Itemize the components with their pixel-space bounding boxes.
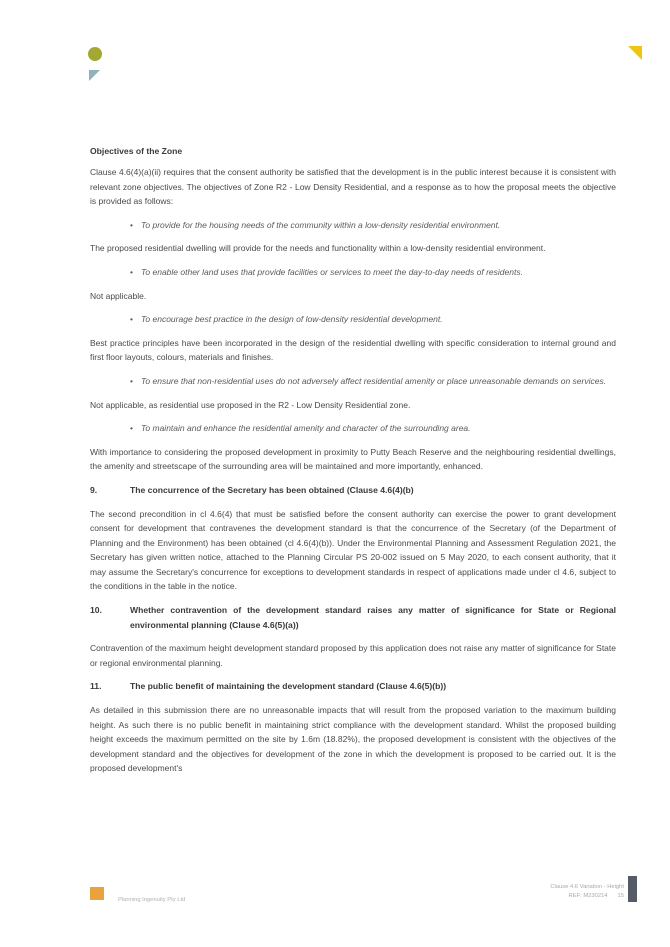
objective-bullet-1: • To provide for the housing needs of the community within a low-density residential environment. <box>90 218 616 233</box>
decorative-triangle <box>89 70 100 81</box>
bullet-marker: • <box>130 314 133 325</box>
objective-bullet-4: • To ensure that non-residential uses do not adversely affect residential amenity or place unreasonable demands on services. <box>90 374 616 389</box>
objective-bullet-5: • To maintain and enhance the residential amenity and character of the surrounding area. <box>90 421 616 436</box>
footer-ref: REF: M230214 <box>568 893 608 899</box>
objective-bullet-3: • To encourage best practice in the design of low-density residential development. <box>90 312 616 327</box>
page-number: 15 <box>617 893 624 899</box>
section-9-heading <box>90 483 616 498</box>
section-number: 10. <box>90 605 102 616</box>
footer-document-info <box>550 883 624 901</box>
footer-side-bar <box>628 876 637 902</box>
bullet-marker: • <box>130 266 133 277</box>
section-number: 9. <box>90 484 98 495</box>
section-title: The concurrence of the Secretary has been obtained (Clause 4.6(4)(b) <box>130 484 414 495</box>
section-9-body: The second precondition in cl 4.6(4) that must be satisfied before the consent authority can exercise the power to grant development consent for development that contravenes the development standard is that the concurrence of the Secretary (of the Department of Planning and the Environment) has been obtained (cl 4.6(4)(b)). Under the Environmental Planning and Assessment Regulation 2021, the Secretary has given written notice, attached to the Planning Circular PS 20-002 issued on 5 May 2020, to each consent authority, that it may assume the Secretary's concurrence for exceptions to development standards in respect of applications made under cl 4.6, subject to the conditions in the table in the notice. <box>90 508 616 592</box>
section-title: The public benefit of maintaining the development standard (Clause 4.6(5)(b)) <box>130 681 447 692</box>
footer-ref-line <box>550 892 624 901</box>
objectives-heading: Objectives of the Zone <box>90 146 183 156</box>
bullet-marker: • <box>130 375 133 386</box>
footer-doc-title: Clause 4.6 Variation - Height <box>550 884 624 890</box>
bullet-marker: • <box>130 423 133 434</box>
page-content <box>90 146 616 785</box>
section-10-body: Contravention of the maximum height development standard proposed by this application does not raise any matter of significance for State or regional environmental planning. <box>90 643 616 668</box>
footer-company-name: Planning Ingenuity Pty Ltd <box>118 897 186 903</box>
objective-response-4: Not applicable, as residential use proposed in the R2 - Low Density Residential zone. <box>90 399 411 410</box>
objective-response-5: With importance to considering the proposed development in proximity to Putty Beach Reserve and the neighbouring residential dwellings, the amenity and streetscape of the surrounding area will be maintained and more importantly, enhanced. <box>90 446 616 472</box>
decorative-circle <box>88 47 102 61</box>
footer-logo-square <box>90 887 104 900</box>
section-number: 11. <box>90 681 102 692</box>
section-11-body: As detailed in this submission there are no unreasonable impacts that will result from the proposed variation to the maximum building height. As such there is no public benefit in maintaining strict compliance with the development standard. Whilst the proposed building height exceeds the maximum permitted on the site by 1.6m (18.82%), the proposed development is consistent with the objectives of the development standard and the objectives for development of the zone in which the development is proposed to be carried out. It is the proposed development's <box>90 705 616 774</box>
section-11-heading <box>90 679 616 694</box>
section-10-heading <box>90 603 616 632</box>
decorative-corner-tab <box>628 46 642 60</box>
objective-bullet-2: • To enable other land uses that provide facilities or services to meet the day-to-day needs of residents. <box>90 265 616 280</box>
objective-response-3: Best practice principles have been incorporated in the design of the residential dwelling with specific consideration to internal ground and first floor layouts, colours, materials and finishes. <box>90 337 616 363</box>
bullet-marker: • <box>130 219 133 230</box>
objective-response-2: Not applicable. <box>90 290 147 301</box>
objectives-intro: Clause 4.6(4)(a)(ii) requires that the consent authority be satisfied that the development is in the public interest because it is consistent with relevant zone objectives. The objectives of Zone R2 - Low Density Residential, and a response as to how the proposal meets the objective is provided as follows: <box>90 167 616 207</box>
objective-response-1: The proposed residential dwelling will provide for the needs and functionality within a low-density residential environment. <box>90 243 546 254</box>
section-title: Whether contravention of the development standard raises any matter of significance for State or Regional environmental planning (Clause 4.6(5)(a)) <box>130 605 616 630</box>
